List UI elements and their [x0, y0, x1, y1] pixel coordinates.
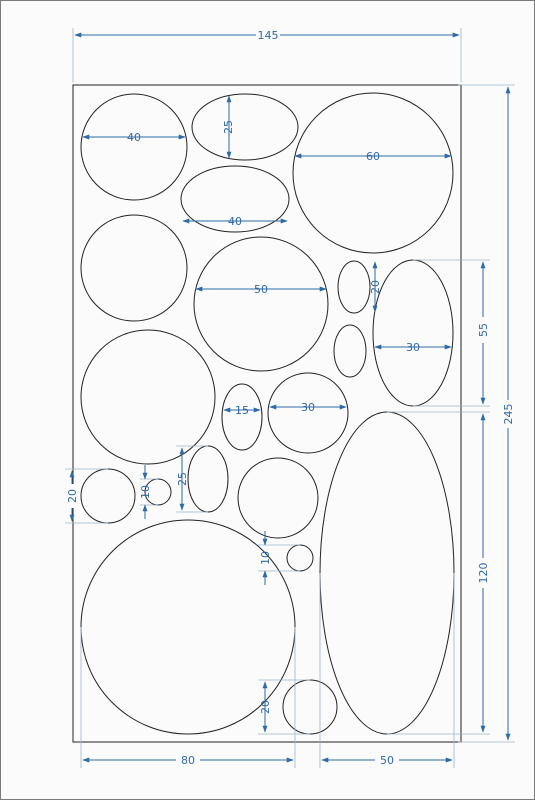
label-small-ellipse-center: 15 [235, 404, 249, 417]
small-ellipse-center [222, 384, 262, 450]
label-circle-mid-right: 30 [301, 401, 315, 414]
label-large-circle-width: 80 [181, 754, 195, 767]
small-ellipse-right-upper [338, 261, 370, 313]
sheet-outline [73, 85, 461, 742]
label-left-small-circle: 20 [66, 489, 79, 503]
circle-center [194, 237, 328, 371]
bottom-small-circle [283, 680, 337, 734]
label-tiny-circle-bottom: 10 [259, 551, 272, 565]
small-ellipse-right-lower [334, 325, 366, 377]
label-right-ellipse-width: 30 [406, 341, 420, 354]
label-circle-top-left: 40 [127, 131, 141, 144]
label-circle-center: 50 [254, 283, 268, 296]
circle-top-left [81, 94, 187, 200]
label-circle-top-right: 60 [366, 150, 380, 163]
dimension-labels [65, 28, 515, 767]
label-large-ellipse-height: 120 [477, 562, 490, 584]
label-small-ellipse-right: 20 [369, 280, 382, 294]
large-ellipse [320, 412, 454, 734]
ellipse-top-middle [192, 94, 298, 160]
circle-top-right [293, 93, 453, 253]
label-bottom-small-circle: 20 [259, 700, 272, 714]
left-small-circle [81, 469, 135, 523]
label-overall-height: 245 [502, 403, 515, 425]
label-overall-width: 145 [257, 29, 279, 42]
label-small-ellipse-left: 25 [176, 472, 189, 486]
label-ellipse-top-middle: 25 [222, 120, 235, 134]
right-ellipse [373, 260, 453, 406]
label-large-ellipse-width: 50 [380, 754, 394, 767]
label-ellipse-second-middle: 40 [228, 215, 242, 228]
shapes [81, 93, 454, 734]
circle-left-2 [81, 215, 187, 321]
tiny-circle-bottom [287, 545, 313, 571]
circle-mid-lower [238, 458, 318, 538]
circle-left-3 [81, 330, 215, 464]
label-tiny-circle: 10 [139, 485, 152, 499]
small-ellipse-left [188, 446, 228, 512]
label-right-ellipse-height: 55 [477, 323, 490, 337]
